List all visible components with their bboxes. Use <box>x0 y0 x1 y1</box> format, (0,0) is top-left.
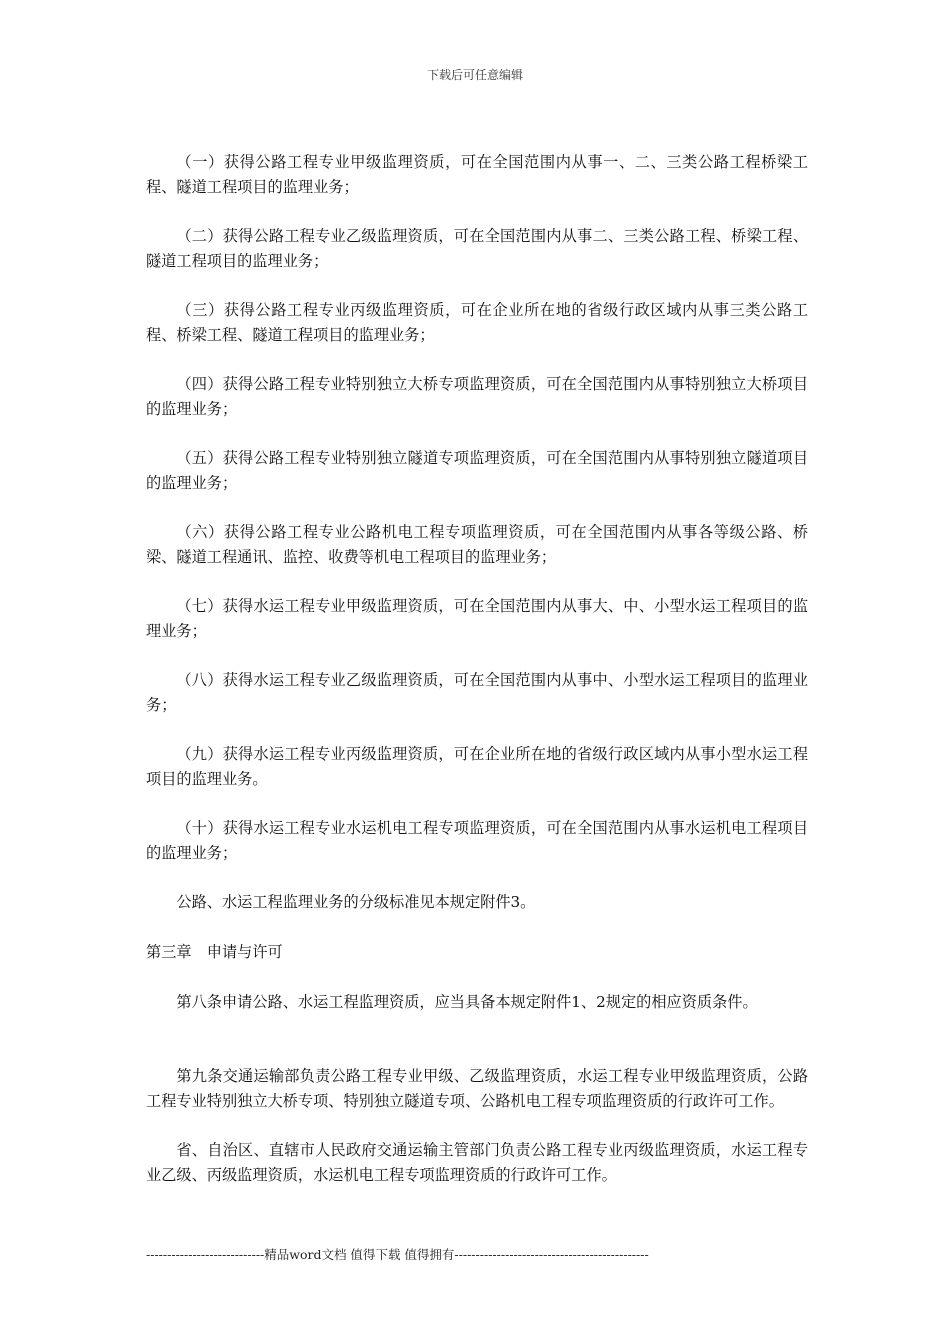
clause-item-7: （七）获得水运工程专业甲级监理资质，可在全国范围内从事大、中、小型水运工程项目的监理业务； <box>146 597 808 640</box>
clause-item-1: （一）获得公路工程专业甲级监理资质，可在全国范围内从事一、二、三类公路工程桥梁工程、隧道工程项目的监理业务； <box>146 153 808 196</box>
page-footer: ----------------------------精品word文档 值得下载 值得拥有---------------------------------------------- <box>146 1247 649 1262</box>
clause-item-4: （四）获得公路工程专业特别独立大桥专项监理资质，可在全国范围内从事特别独立大桥项目的监理业务； <box>146 375 808 418</box>
clause-item-5: （五）获得公路工程专业特别独立隧道专项监理资质，可在全国范围内从事特别独立隧道项目的监理业务； <box>146 449 808 492</box>
article-9: 第九条交通运输部负责公路工程专业甲级、乙级监理资质，水运工程专业甲级监理资质，公路工程专业特别独立大桥专项、特别独立隧道专项、公路机电工程专项监理资质的行政许可工作。 <box>146 1067 808 1110</box>
grading-note: 公路、水运工程监理业务的分级标准见本规定附件3。 <box>176 893 536 911</box>
clause-item-8: （八）获得水运工程专业乙级监理资质，可在全国范围内从事中、小型水运工程项目的监理业务； <box>146 671 808 714</box>
article-8: 第八条申请公路、水运工程监理资质，应当具备本规定附件1、2规定的相应资质条件。 <box>176 993 758 1011</box>
page-header: 下载后可任意编辑 <box>426 68 523 82</box>
document-body <box>146 150 808 1188</box>
clause-item-9: （九）获得水运工程专业丙级监理资质，可在企业所在地的省级行政区域内从事小型水运工程项目的监理业务。 <box>146 745 808 788</box>
chapter-title: 第三章 申请与许可 <box>146 943 283 961</box>
clause-item-3: （三）获得公路工程专业丙级监理资质，可在企业所在地的省级行政区域内从事三类公路工程、桥梁工程、隧道工程项目的监理业务； <box>146 301 808 344</box>
clause-item-10: （十）获得水运工程专业水运机电工程专项监理资质，可在全国范围内从事水运机电工程项目的监理业务； <box>146 819 808 862</box>
clause-item-6: （六）获得公路工程专业公路机电工程专项监理资质，可在全国范围内从事各等级公路、桥梁、隧道工程通讯、监控、收费等机电工程项目的监理业务； <box>146 523 808 566</box>
clause-item-2: （二）获得公路工程专业乙级监理资质，可在全国范围内从事二、三类公路工程、桥梁工程、隧道工程项目的监理业务； <box>146 227 808 270</box>
provincial-paragraph: 省、自治区、直辖市人民政府交通运输主管部门负责公路工程专业丙级监理资质，水运工程专业乙级、丙级监理资质，水运机电工程专项监理资质的行政许可工作。 <box>146 1141 808 1184</box>
